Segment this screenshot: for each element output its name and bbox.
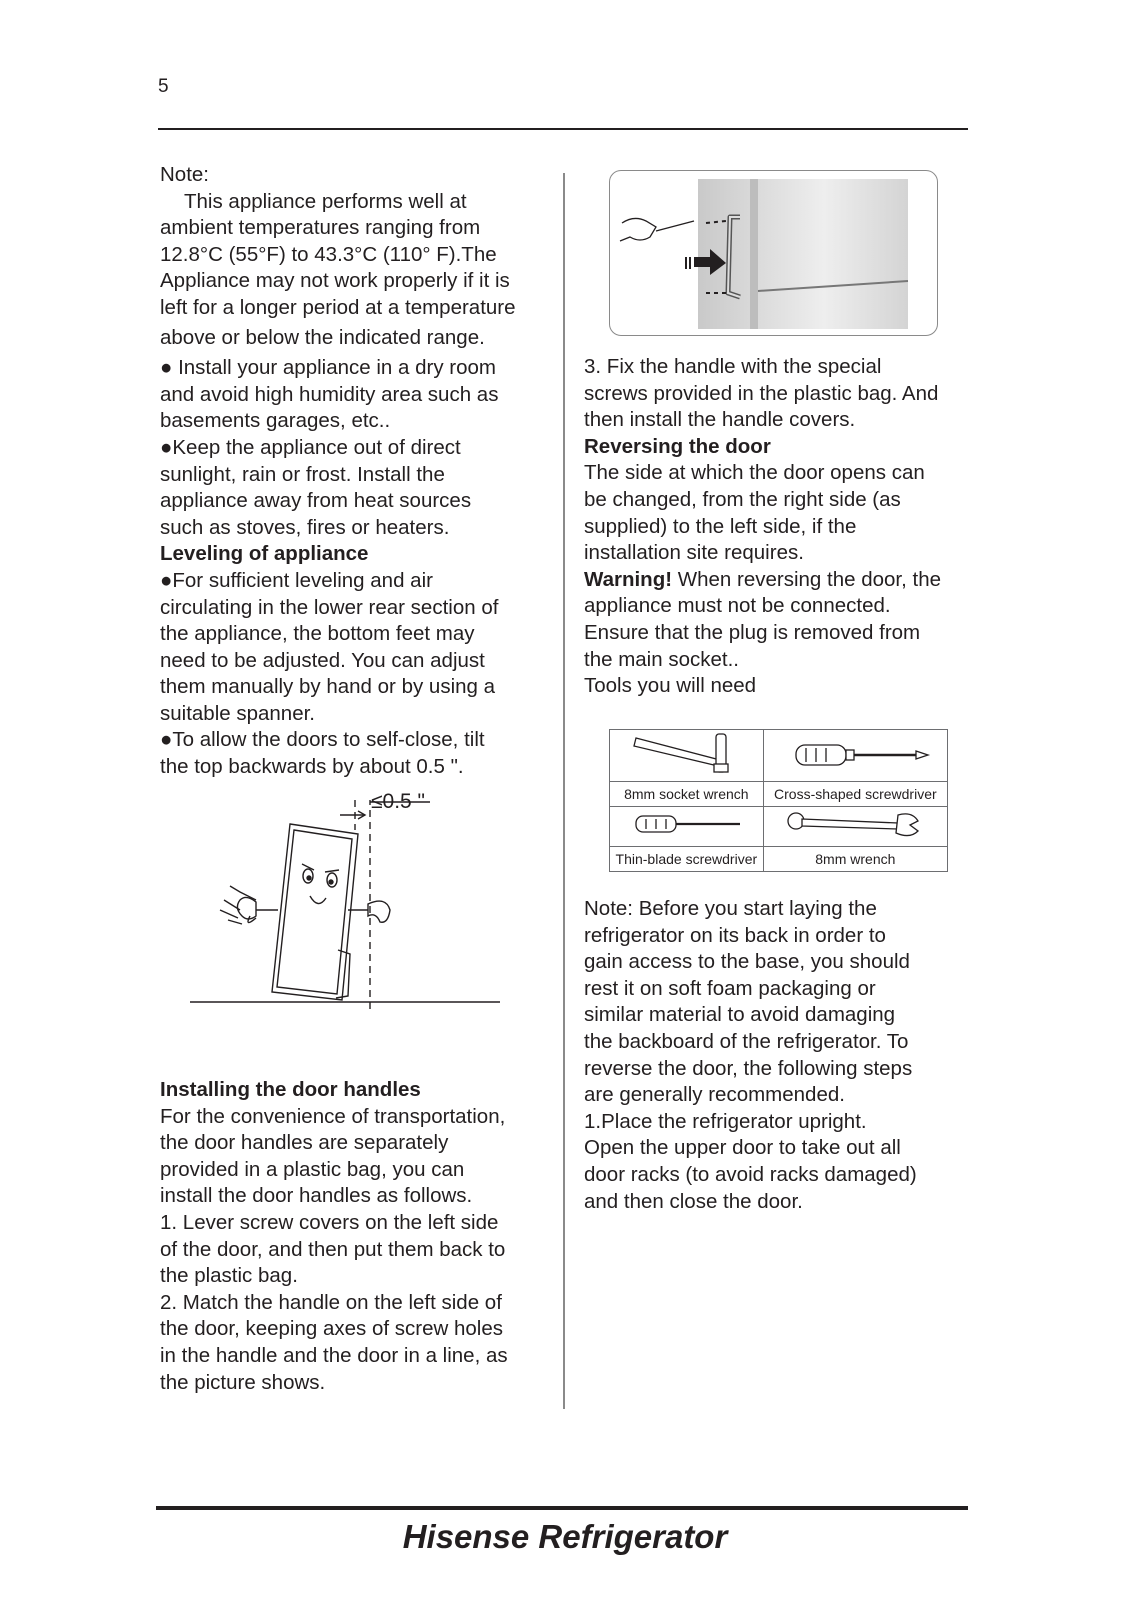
handle-install-illustration [610, 171, 937, 335]
handles-heading: Installing the door handles [160, 1078, 421, 1101]
handles-line: install the door handles as follows. [160, 1184, 473, 1208]
bullet-line: ●Keep the appliance out of direct [160, 435, 461, 459]
leveling-line: circulating in the lower rear section of [160, 595, 499, 619]
tilt-measure-label: ≤0.5 " [371, 790, 426, 813]
step3-line: then install the handle covers. [584, 408, 856, 432]
note2-line: refrigerator on its back in order to [584, 923, 886, 947]
cross-screwdriver-cell [763, 730, 947, 782]
note2-line: similar material to avoid damaging [584, 1003, 896, 1027]
step3-line: 3. Fix the handle with the special [584, 355, 882, 378]
handles-line: the door handles are separately [160, 1131, 449, 1155]
reversing-line: installation site requires. [584, 541, 804, 565]
thin-screwdriver-label: Thin-blade screwdriver [610, 847, 764, 872]
step3-line: screws provided in the plastic bag. And [584, 381, 939, 405]
tools-table [609, 729, 948, 872]
bullet-line: ● Install your appliance in a dry room [160, 356, 496, 380]
handles-line: provided in a plastic bag, you can [160, 1157, 465, 1181]
note2-line: Note: Before you start laying the [584, 897, 877, 920]
note-line: This appliance performs well at [184, 189, 467, 213]
handles-line: of the door, and then put them back to [160, 1237, 506, 1261]
tilt-illustration [190, 800, 520, 1032]
handle-install-figure [609, 170, 938, 336]
leveling-line: the appliance, the bottom feet may [160, 622, 475, 646]
leveling-line: suitable spanner. [160, 701, 316, 725]
note2-line: Open the upper door to take out all [584, 1136, 901, 1160]
note-line: Appliance may not work properly if it is [160, 269, 510, 293]
leveling-line: need to be adjusted. You can adjust [160, 648, 485, 672]
door-handles-section [160, 1077, 542, 1396]
reversing-heading: Reversing the door [584, 434, 771, 458]
cross-screwdriver-label: Cross-shaped screwdriver [763, 782, 947, 807]
note-line: 12.8°C (55°F) to 43.3°C (110° F).The [160, 242, 497, 266]
column-divider [563, 173, 565, 1409]
note2-line: the backboard of the refrigerator. To [584, 1029, 909, 1053]
note2-line: gain access to the base, you should [584, 950, 910, 974]
leveling-line: ●For sufficient leveling and air [160, 568, 433, 592]
right-column [584, 354, 964, 700]
warning-line [584, 567, 964, 594]
handles-line: For the convenience of transportation, [160, 1104, 506, 1128]
handles-line: 1. Lever screw covers on the left side [160, 1210, 499, 1234]
handles-line: the picture shows. [160, 1370, 326, 1394]
note-line: ambient temperatures ranging from [160, 216, 481, 240]
handles-line: the plastic bag. [160, 1264, 298, 1288]
wrench-cell [763, 807, 947, 847]
handles-line: 2. Match the handle on the left side of [160, 1290, 502, 1314]
leveling-line: them manually by hand or by using a [160, 675, 496, 699]
wrench-label: 8mm wrench [763, 847, 947, 872]
socket-wrench-icon [616, 730, 756, 776]
thin-screwdriver-icon [616, 807, 756, 841]
leveling-line: ●To allow the doors to self-close, tilt [160, 728, 485, 752]
thin-screwdriver-cell [610, 807, 764, 847]
note2-line: 1.Place the refrigerator upright. [584, 1109, 867, 1133]
reversing-line: be changed, from the right side (as [584, 487, 901, 511]
reversing-line: supplied) to the left side, if the [584, 514, 857, 538]
handles-line: the door, keeping axes of screw holes [160, 1317, 504, 1341]
bullet-line: appliance away from heat sources [160, 489, 472, 513]
tools-intro: Tools you will need [584, 674, 757, 698]
leveling-heading: Leveling of appliance [160, 542, 369, 566]
note2-line: are generally recommended. [584, 1083, 845, 1107]
warning-label: Warning! [584, 567, 673, 591]
handles-line: in the handle and the door in a line, as [160, 1343, 508, 1367]
reversing-line: The side at which the door opens can [584, 461, 925, 485]
warning-line: Ensure that the plug is removed from [584, 620, 921, 644]
header-rule [158, 128, 968, 130]
bullet-line: basements garages, etc.. [160, 409, 391, 433]
leveling-line: the top backwards by about 0.5 ". [160, 755, 464, 779]
footer-rule [156, 1506, 968, 1510]
warning-line: appliance must not be connected. [584, 594, 891, 618]
warning-text: When reversing the door, the [672, 567, 941, 591]
left-column [160, 162, 555, 781]
note2-line: reverse the door, the following steps [584, 1056, 913, 1080]
note-line: above or below the indicated range. [160, 325, 485, 349]
bullet-line: sunlight, rain or frost. Install the [160, 462, 445, 486]
note-label: Note: [160, 163, 209, 186]
note-line: left for a longer period at a temperature [160, 295, 516, 319]
footer-brand: Hisense Refrigerator [402, 1518, 728, 1555]
bullet-line: and avoid high humidity area such as [160, 382, 499, 406]
socket-wrench-cell [610, 730, 764, 782]
wrench-icon [770, 807, 940, 841]
note2-line: door racks (to avoid racks damaged) [584, 1162, 917, 1186]
bullet-line: such as stoves, fires or heaters. [160, 515, 450, 539]
cross-screwdriver-icon [770, 733, 940, 773]
reversing-note-section [584, 896, 964, 1215]
note2-line: rest it on soft foam packaging or [584, 976, 876, 1000]
page-number: 5 [158, 76, 169, 97]
warning-line: the main socket.. [584, 647, 739, 671]
note2-line: and then close the door. [584, 1189, 803, 1213]
socket-wrench-label: 8mm socket wrench [610, 782, 764, 807]
